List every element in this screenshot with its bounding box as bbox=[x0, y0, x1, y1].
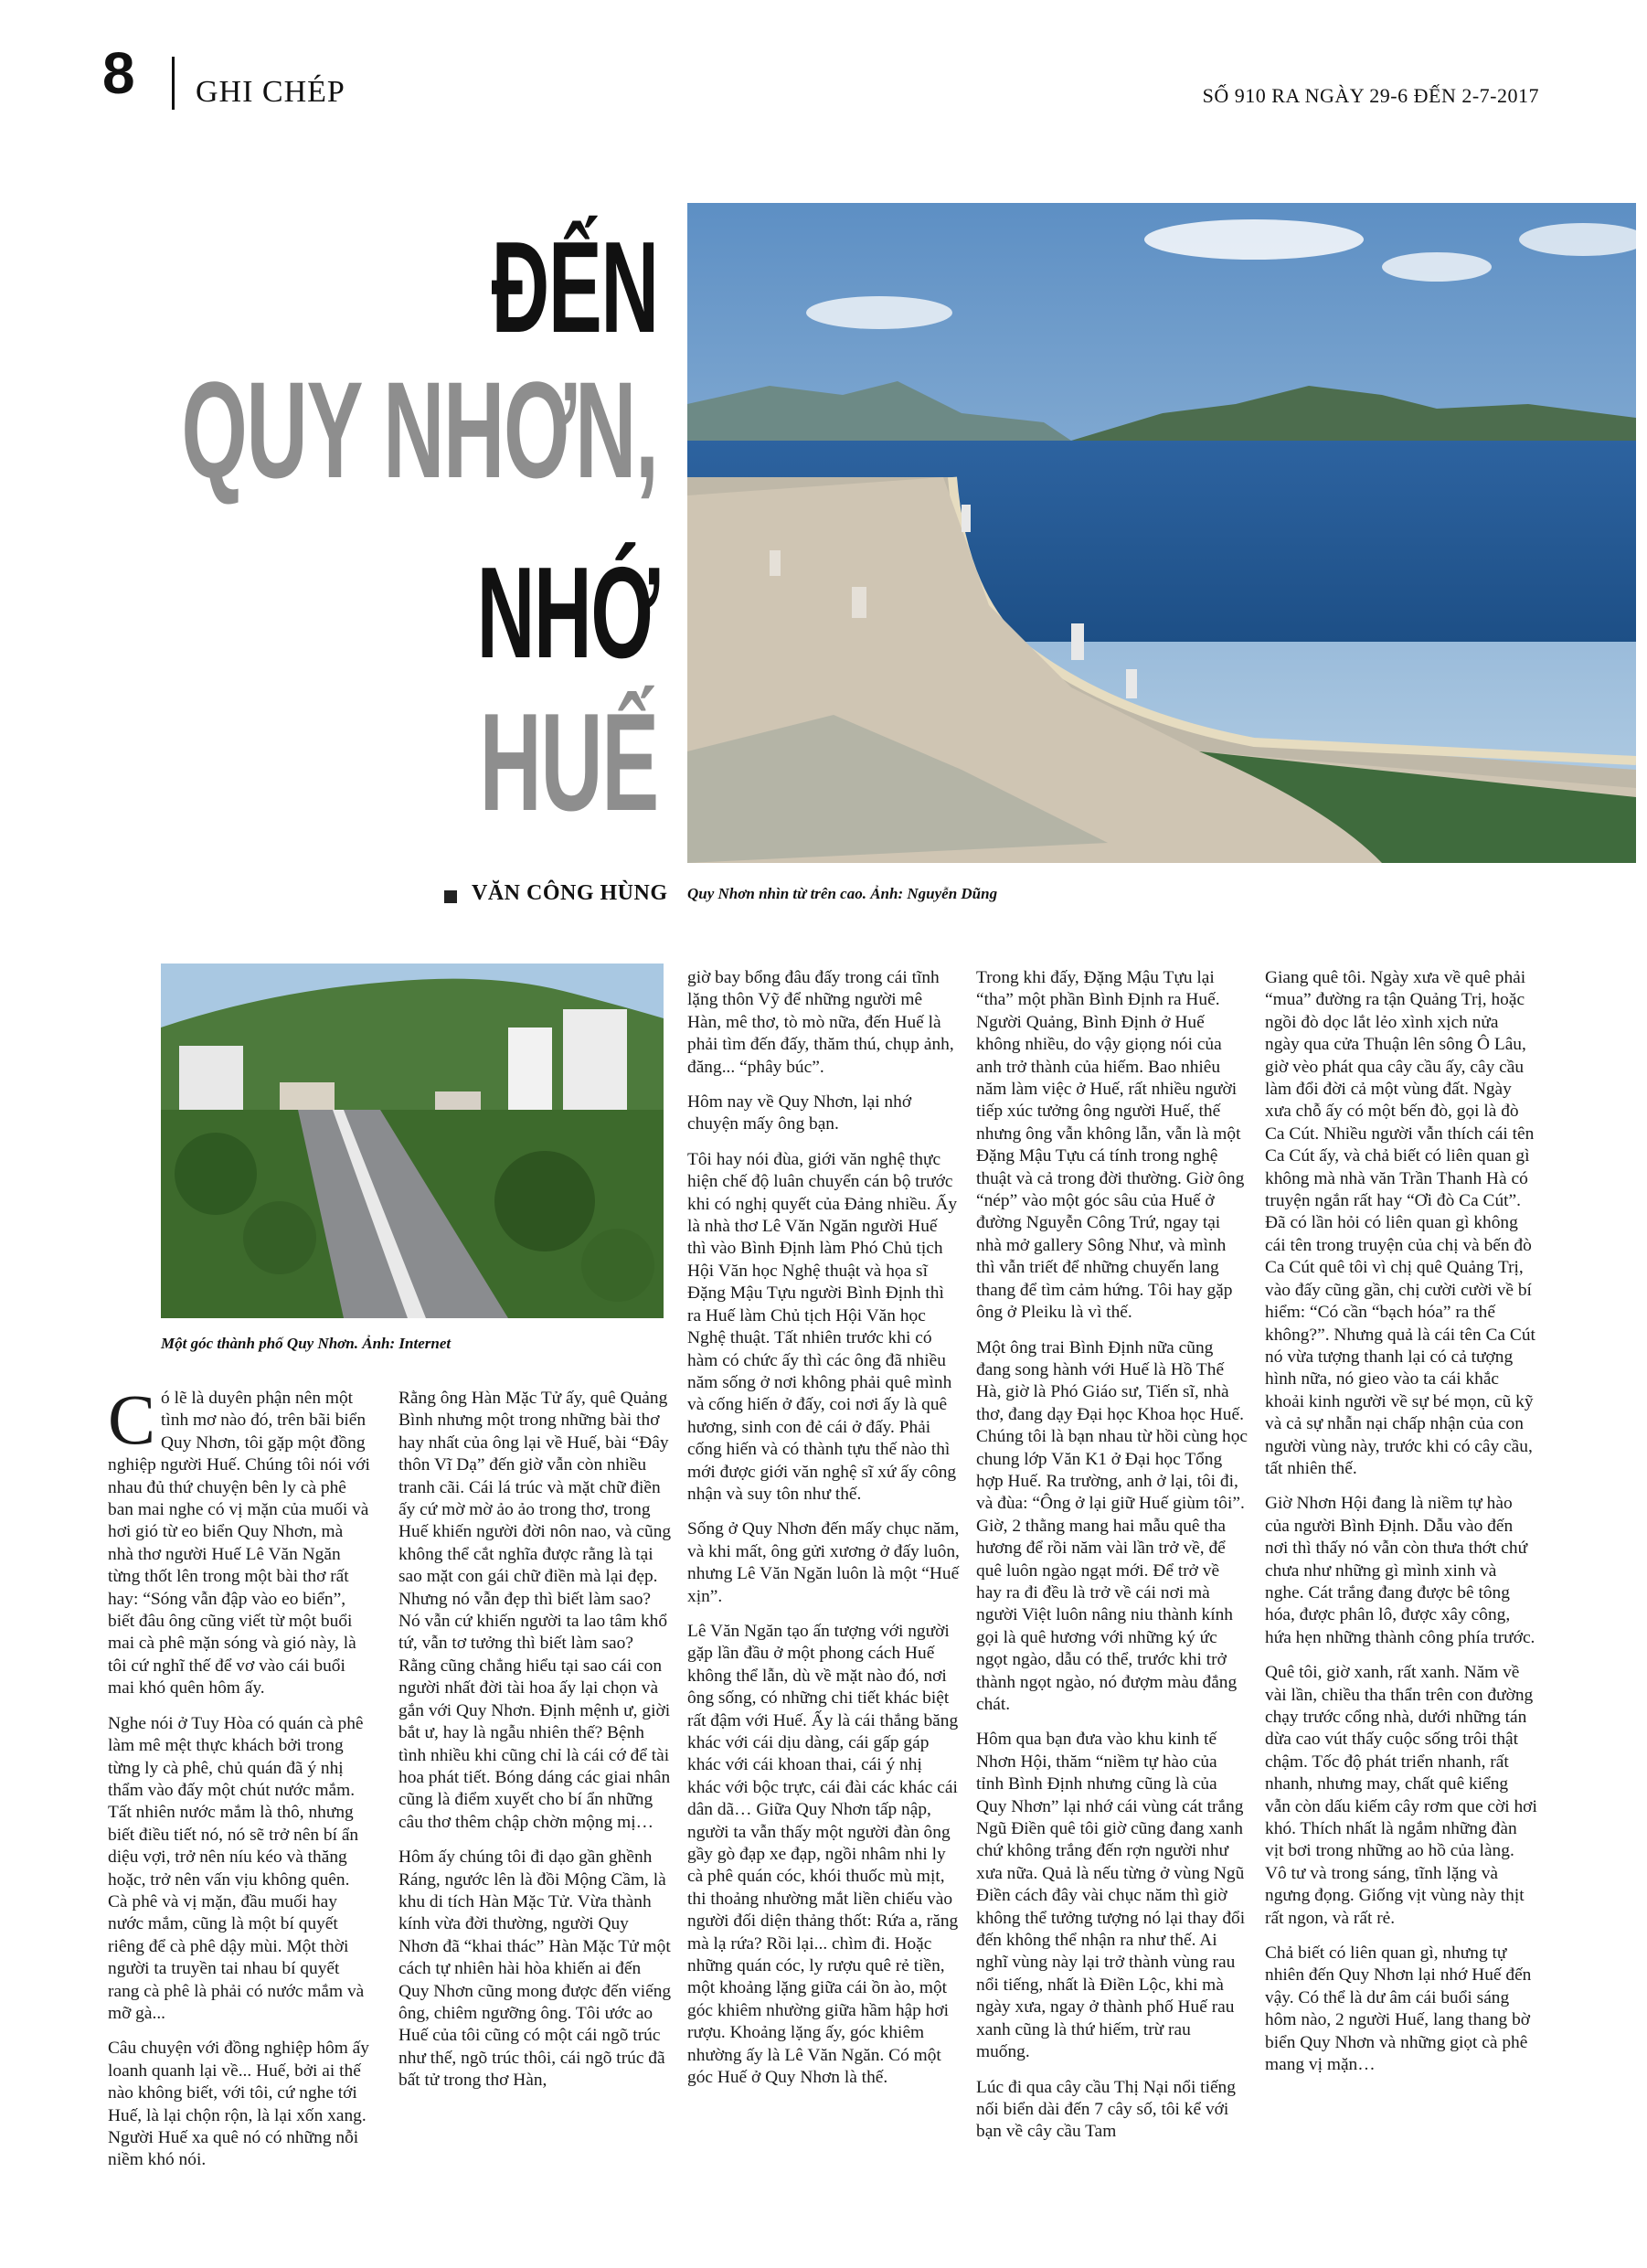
byline: VĂN CÔNG HÙNG bbox=[472, 881, 668, 905]
article-column-1 bbox=[108, 1379, 373, 2185]
paragraph-8: Tôi hay nói đùa, giới văn nghệ thực hiện chế độ luân chuyển cán bộ trước khi có nghị quyết của Đảng nhiều. Ấy là nhà thơ Lê Văn Ngăn người Huế thì vào Bình Định làm Phó Chủ tịch Hội Văn học Nghệ thuật và họa sĩ Đặng Mậu Tựu người Bình Định thì ra Huế làm Chủ tịch Hội Văn học Nghệ thuật. Tất nhiên trước khi có hàm có chức ấy thì các ông đã nhiều năm sống ở nơi không phải quê mình và cống hiến ở đấy, coi nơi ấy là quê hương, sinh con đẻ cái ở đấy. Phải cống hiến và có thành tựu thế nào thì mới được giới văn nghệ sĩ xứ ấy công nhận và suy tôn như thế. bbox=[687, 1149, 958, 1504]
byline-bullet bbox=[444, 890, 457, 903]
paragraph-10: Lê Văn Ngăn tạo ấn tượng với người gặp lần đầu ở một phong cách Huế không thể lẫn, dù về mặt nào đó, nơi ông sống, có những chi tiết khác biệt rất đậm với Huế. Ấy là cái thắng băng khác với cái dịu dàng, cái gấp gáp khác với cái khoan thai, cái ý nhị khác với bộc trực, cái đài các khác cái dân dã… Giữa Quy Nhơn tấp nập, người ta vẫn thấy một người đàn ông gầy gò đạp xe đạp, ngồi nhâm nhi ly cà phê quán cóc, khói thuốc mù mịt, thi thoảng nhường mắt liền chiếu vào người đối diện thảng thốt: Rứa a, răng mà lạ rứa? Rồi lại... chìm đi. Hoặc những quán cóc, ly rượu quê rẻ tiền, một khoảng lặng giữa cái ồn ào, một góc khiêm nhường giữa hầm hập hơi rượu. Khoảng lặng ấy, góc khiêm nhường ấy là Lê Văn Ngăn. Có một góc Huế ở Quy Nhơn là thế. bbox=[687, 1621, 959, 2088]
drop-cap: C bbox=[108, 1379, 156, 1459]
paragraph-3: Câu chuyện với đồng nghiệp hôm ấy loanh quanh lại về... Huế, bởi ai thế nào không biết, với tôi, cứ nghe tới Huế, là lại chộn rộn, là lại xốn xang. Người Huế xa quê nó có những nỗi niềm khó nói. bbox=[108, 2039, 369, 2170]
city-photo-caption: Một góc thành phố Quy Nhơn. Ảnh: Internet bbox=[161, 1335, 452, 1352]
paragraph-4: Rằng ông Hàn Mặc Tử ấy, quê Quảng Bình nhưng một trong những bài thơ hay nhất của ông lại về Huế, bài “Đây thôn Vĩ Dạ” đến giờ vẫn còn nhiều tranh cãi. Cái lá trúc và mặt chữ điền ấy cứ mờ mờ ảo ảo trong thơ, trong Huế khiến người đời nôn nao, và cũng không thể cắt nghĩa được rằng là tại sao mặt con gái chữ điền mà lại đẹp. Nhưng nó vẫn đẹp thì biết làm sao? Nó vẫn cứ khiến người ta lao tâm khổ tứ, vẫn tơ tưởng thì biết làm sao? Rằng cũng chẳng hiểu tại sao cái con người nhất đời tài hoa ấy lại chọn và gắn với Quy Nhơn. Định mệnh ư, giời bắt ư, hay là ngẫu nhiên thế? Bệnh tình nhiều khi cũng chỉ là cái cớ để tài hoa phát tiết. Bóng dáng các giai nhân cũng là điểm xuyết cho bí ẩn những câu thơ thêm chập chờn mộng mị… bbox=[398, 1389, 672, 1832]
paragraph-6: giờ bay bổng đâu đấy trong cái tĩnh lặng thôn Vỹ để những người mê Hàn, mê thơ, tò mò nữa, đến Huế là phải tìm đến đấy, thăm thú, chụp ảnh, đăng... “phây búc”. bbox=[687, 968, 954, 1077]
paragraph-11: Trong khi đấy, Đặng Mậu Tựu lại “tha” một phần Bình Định ra Huế. Người Quảng, Bình Định ở Huế không nhiều, do vậy giọng nói của anh trở thành của hiếm. Bao nhiêu năm làm việc ở Huế, rất nhiều người tiếp xúc tưởng ông người Huế, thế nhưng ông vẫn không lẫn, vẫn là một Đặng Mậu Tựu cá tính trong nghệ thuật và cả trong đời thường. Giờ ông “nép” vào một góc sâu của Huế ở đường Nguyễn Công Trứ, ngay tại nhà mở gallery Sông Như, và mình thì vẫn triết để những chuyến lang thang để tìm cảm hứng. Tôi hay gặp ông ở Pleiku là vì thế. bbox=[976, 968, 1245, 1323]
article-column-5 bbox=[1265, 967, 1537, 2090]
article-column-2 bbox=[398, 1388, 673, 2105]
main-photo bbox=[687, 203, 1636, 863]
paragraph-1 bbox=[108, 1379, 373, 1700]
article-column-4 bbox=[976, 967, 1249, 2156]
paragraph-5: Hôm ấy chúng tôi đi dạo gần ghềnh Ráng, ngước lên là đồi Mộng Cầm, là khu di tích Hàn Mặc Tử. Vừa thành kính vừa đời thường, người Quy Nhơn đã “khai thác” Hàn Mặc Tử một cách tự nhiên hài hòa khiến ai đến Quy Nhơn cũng mong được đến viếng ông, chiêm ngưỡng ông. Tôi ước ao Huế của tôi cũng có một cái ngõ trúc như thế, ngõ trúc thôi, cái ngõ trúc đã bất tử trong thơ Hàn, bbox=[398, 1847, 672, 2091]
paragraph-1-text: ó lẽ là duyên phận nên một tình mơ nào đó, trên bãi biển Quy Nhơn, tôi gặp một đồng nghiệp người Huế. Chúng tôi nói với nhau đủ thứ chuyện bên ly cà phê ban mai nghe có vị mặn của muối và hơi gió từ eo biển Quy Nhơn, mà nhà thơ người Huế Lê Văn Ngăn từng thốt lên trong một bài thơ rất hay: “Sóng vẫn đập vào eo biển”, biết đâu ông cũng viết từ một buổi mai cà phê mặn sóng và gió này, là tôi cứ nghĩ thế để vơ vào cái buổi mai khó quên hôm ấy. bbox=[108, 1389, 370, 1698]
title-line-3: NHỚ bbox=[476, 540, 658, 686]
issue-date: SỐ 910 RA NGÀY 29-6 ĐẾN 2-7-2017 bbox=[1202, 84, 1539, 107]
paragraph-12: Một ông trai Bình Định nữa cũng đang song hành với Huế là Hồ Thế Hà, giờ là Phó Giáo sư, Tiến sĩ, nhà thơ, đang dạy Đại học Khoa học Huế. Chúng tôi là bạn nhau từ hồi cùng học chung lớp Văn K1 ở Đại học Tổng hợp Huế. Ra trường, anh ở lại, tôi đi, và đùa: “Ông ở lại giữ Huế giùm tôi”. Giờ, 2 thằng mang hai mẫu quê tha hương để rồi năm vài lần trở về, để quê luôn ngào ngạt mới. Để trở về hay ra đi đều là trở về cái nơi mà người Việt luôn nâng niu thành kính gọi là quê hương với những ký ức ngọt ngào, dẫu có thể, trước khi trở thành ngọt ngào, nó đượm màu đắng chát. bbox=[976, 1337, 1249, 1714]
title-line-2: QUY NHƠN, bbox=[181, 353, 658, 506]
paragraph-14: Lúc đi qua cây cầu Thị Nại nổi tiếng nối biển dài đến 7 cây số, tôi kể với bạn về cây cầu Tam bbox=[976, 2077, 1236, 2142]
article-column-3 bbox=[687, 967, 960, 2103]
paragraph-7: Hôm nay về Quy Nhơn, lại nhớ chuyện mấy ông bạn. bbox=[687, 1092, 912, 1134]
paragraph-18: Chả biết có liên quan gì, nhưng tự nhiên đến Quy Nhơn lại nhớ Huế đến vậy. Có thể là dư âm cái buổi sáng hôm nào, 2 người Huế, lang thang bờ biển Quy Nhơn và những giọt cà phê mang vị mặn… bbox=[1265, 1943, 1532, 2075]
paragraph-9: Sống ở Quy Nhơn đến mấy chục năm, và khi mất, ông gửi xương ở đấy luôn, nhưng Lê Văn Ngăn luôn là một “Huế xịn”. bbox=[687, 1519, 960, 1606]
title-line-1: ĐẾN bbox=[491, 215, 658, 360]
paragraph-13: Hôm qua bạn đưa vào khu kinh tế Nhơn Hội, thăm “niềm tự hào của tỉnh Bình Định nhưng cũng là của Quy Nhơn” lại nhớ cái vùng cát trắng Ngũ Điền quê tôi giờ cũng đang xanh chứ không trắng đến rợn người như xưa nữa. Quả là nếu từng ở vùng Ngũ Điền cách đây vài chục năm thì giờ không thể tưởng tượng nó lại thay đổi đến không thể nhận ra như thế. Ai nghĩ vùng này lại trở thành vùng rau nổi tiếng, nhất là Điền Lộc, khi mà ngày xưa, ngay ở thành phố Huế rau xanh cũng là thứ hiếm, trừ rau muống. bbox=[976, 1730, 1246, 2062]
header-divider bbox=[172, 57, 175, 110]
city-photo bbox=[161, 964, 664, 1318]
paragraph-17: Quê tôi, giờ xanh, rất xanh. Năm về vài lần, chiều tha thẩn trên con đường chạy trước cổng nhà, dưới những tán dừa cao vút thấy cuộc sống trôi thật chậm. Tốc độ phát triển nhanh, rất nhanh, nhưng may, chất quê kiểng vẫn còn dấu kiếm cây rơm que cời hơi khó. Thích nhất là ngắm những đàn vịt bơi trong những ao hồ của làng. Vô tư và trong sáng, tĩnh lặng và ngưng đọng. Giống vịt vùng này thịt rất ngon, và rất rẻ. bbox=[1265, 1663, 1537, 1928]
main-photo-caption: Quy Nhơn nhìn từ trên cao. Ảnh: Nguyễn Dũng bbox=[687, 885, 998, 902]
title-line-4: HUẾ bbox=[479, 685, 658, 840]
paragraph-15: Giang quê tôi. Ngày xưa về quê phải “mua” đường ra tận Quảng Trị, hoặc ngồi đò dọc lắt lẻo xình xịch nửa ngày qua cửa Thuận lên sông Ô Lâu, giờ vèo phát qua cây cầu ấy, cây cầu làm đổi đời cả một vùng đất. Ngày xưa chỗ ấy có một bến đò, gọi là đò Ca Cút. Nhiều người vẫn thích cái tên Ca Cút ấy, và chả biết có liên quan gì không mà nhà văn Trần Thanh Hà có truyện ngắn rất hay “Ơi đò Ca Cút”. Đã có lần hỏi có liên quan gì không cái tên trong truyện của chị và bến đò Ca Cút quê tôi vì chị quê Quảng Trị, vào đấy cũng gần, chị cười cười về bí hiểm: “Có cần “bạch hóa” ra thế không?”. Nhưng quả là cái tên Ca Cút nó vừa tượng thanh lại có cả tượng hình nữa, nó gieo vào ta cái khắc khoải kinh người về sự bé mọn, cũ kỹ và cả sự nhẫn nại chấp nhận của con người vùng này, trước khi có cây cầu, tất nhiên thế. bbox=[1265, 968, 1535, 1478]
paragraph-16: Giờ Nhơn Hội đang là niềm tự hào của người Bình Định. Dẫu vào đến nơi thì thấy nó vẫn còn thưa thớt chứ chưa như những gì mình xinh và nghe. Cát trắng đang được bê tông hóa, được phân lô, được xây công, hứa hẹn những thành công phía trước. bbox=[1265, 1494, 1535, 1647]
section-label: GHI CHÉP bbox=[196, 75, 345, 109]
page-number: 8 bbox=[102, 40, 135, 106]
paragraph-2: Nghe nói ở Tuy Hòa có quán cà phê làm mê mệt thực khách bởi trong từng ly cà phê, chủ quán đã ý nhị thẩm vào đấy một chút nước mắm. Tất nhiên nước mắm là thô, nhưng biết điều tiết nó, nó sẽ trở nên bí ẩn diệu vợi, trở nên níu kéo và thăng hoặc, trở nên vấn vịu không quên. Cà phê và vị mặn, đầu muối hay nước mắm, cũng là một bí quyết riêng để cà phê dậy mùi. Một thời người ta truyền tai nhau bí quyết rang cà phê là phải có nước mắm và mỡ gà... bbox=[108, 1713, 365, 2023]
